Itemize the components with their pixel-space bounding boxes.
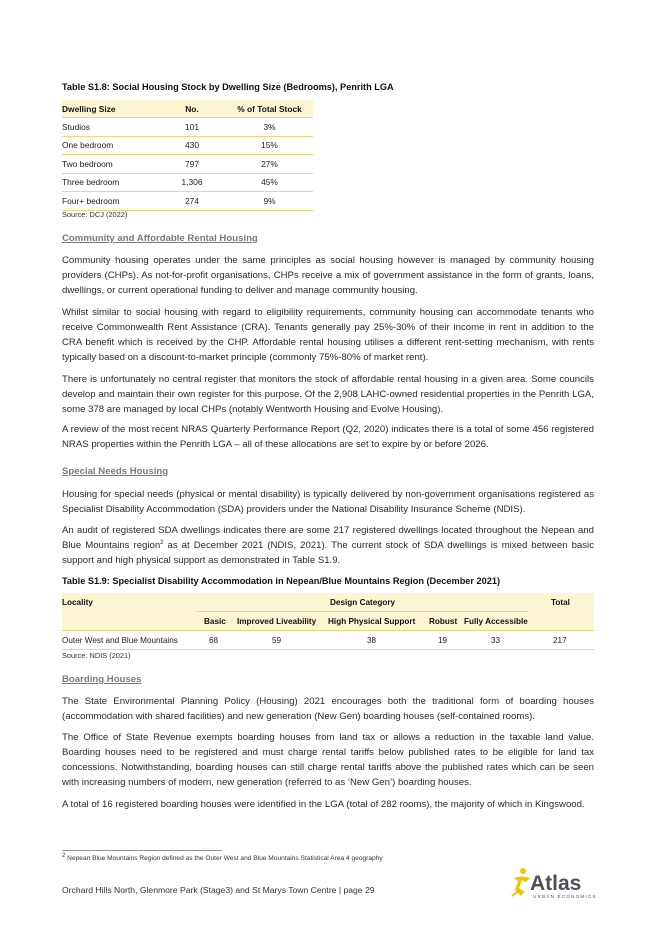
table1-source: Source: DCJ (2022) xyxy=(62,210,128,219)
paragraph: The State Environmental Planning Policy (Housing) 2021 encourages both the traditional form of boarding houses (accommodation with shared facilities) and new generation (New Gen) boarding houses (self-contained rooms). xyxy=(62,696,594,722)
paragraph-text: An audit of registered SDA dwellings indicates there are some 217 registered dwellings located throughout the Nepean and Blue Mountains region xyxy=(62,525,594,551)
footnote-divider xyxy=(62,850,222,851)
atlas-logo-icon xyxy=(510,866,596,902)
paragraph: Housing for special needs (physical or mental disability) is typically delivered by non-government organisations registered as Specialist Disability Accommodation (SDA) providers under the National Disability Insurance Scheme (NDIS). xyxy=(62,489,594,515)
table-cell: 430 xyxy=(185,140,199,151)
paragraph: The Office of State Revenue exempts boarding houses from land tax or allows a reduction in the taxable land value. Boarding houses need to be registered and must charge rental tariffs below published rates to be eligible for land tax concessions. Notwithstanding, boarding houses can still charge rental tariffs above the published rates which can be seen with increasing numbers of modern, new generation (referred to as ‘New Gen’) boarding houses. xyxy=(62,732,594,788)
table2-source: Source: NDIS (2021) xyxy=(62,651,131,660)
table-cell: 9% xyxy=(263,195,276,206)
paragraph-text: as at December 2021 (NDIS, 2021). The current stock of SDA dwellings is mixed between basic support and high physical support as demonstrated in Table S1.9. xyxy=(62,540,594,566)
table-cell: 217 xyxy=(553,636,567,645)
table1 xyxy=(62,100,313,211)
paragraph: A total of 16 registered boarding houses were identified in the LGA (total of 282 rooms), the majority of which in Kingswood. xyxy=(62,799,585,810)
table-row xyxy=(62,174,313,193)
table-row xyxy=(62,192,313,211)
table-row xyxy=(62,137,313,156)
table-cell: Four+ bedroom xyxy=(62,195,120,206)
subheader-cell: Improved Liveability xyxy=(237,617,317,626)
atlas-logo xyxy=(510,866,596,902)
total-header: Total xyxy=(551,598,570,607)
table-cell: 101 xyxy=(185,121,199,132)
design-category-header: Design Category xyxy=(330,598,396,607)
footnote-text: Nepean Blue Mountains Region defined as the Outer West and Blue Mountains Statistical Area 4 geography xyxy=(65,855,383,862)
table-cell: 68 xyxy=(209,636,219,645)
table-cell: 3% xyxy=(263,121,276,132)
table2-subheader-row xyxy=(62,612,594,631)
table-cell: 274 xyxy=(185,195,199,206)
table-cell: Two bedroom xyxy=(62,158,113,169)
footnote-marker: 2 xyxy=(160,539,164,546)
paragraph xyxy=(62,523,594,568)
section-heading-community-housing: Community and Affordable Rental Housing xyxy=(62,233,258,244)
table-cell: 45% xyxy=(261,177,278,188)
section-heading-boarding-houses: Boarding Houses xyxy=(62,674,142,685)
table2 xyxy=(62,593,594,650)
table-cell: Studios xyxy=(62,121,90,132)
subheader-cell: Robust xyxy=(429,617,458,626)
table-cell: 15% xyxy=(261,140,278,151)
subheader-cell: Basic xyxy=(204,617,226,626)
table-cell: One bedroom xyxy=(62,140,114,151)
section-heading-special-needs: Special Needs Housing xyxy=(62,466,169,477)
table-cell: 19 xyxy=(438,636,448,645)
table-cell: 59 xyxy=(272,636,282,645)
table1-header-row xyxy=(62,100,313,118)
table2-header-row xyxy=(62,593,594,612)
table2-caption: Table S1.9: Specialist Disability Accommodation in Nepean/Blue Mountains Region (December 2021) xyxy=(62,576,501,586)
table-cell: 797 xyxy=(185,158,199,169)
table1-caption: Table S1.8: Social Housing Stock by Dwelling Size (Bedrooms), Penrith LGA xyxy=(62,82,394,92)
paragraph: Whilst similar to social housing with regard to eligibility requirements, community housing can accommodate tenants who receive Commonwealth Rent Assistance (CRA). Tenants generally pay 25%-30% of their income in rent in addition to the CRA benefit which is received by the CHP. Affordable rental housing utilises a different rent-setting mechanism, with rents typically based on a discount-to-market principle (commonly 75%-80% of market rent). xyxy=(62,307,594,363)
logo-wordmark: Atlas xyxy=(530,872,582,895)
table-cell: 33 xyxy=(491,636,501,645)
paragraph: Community housing operates under the same principles as social housing however is managed by community housing providers (CHPs). As not-for-profit organisations, CHPs receive a mix of government assistance in the form of grants, loans, dwellings, or current operational funding to deliver and manage community housing. xyxy=(62,255,594,296)
table-cell: Outer West and Blue Mountains xyxy=(62,636,178,645)
page-footer: Orchard Hills North, Glenmore Park (Stage3) and St Marys Town Centre | page 29 xyxy=(62,885,375,895)
subheader-cell: Fully Accessible xyxy=(464,617,528,626)
paragraph: A review of the most recent NRAS Quarterly Performance Report (Q2, 2020) indicates there is a total of some 456 registered NRAS properties within the Penrith LGA – all of these allocations are set to expire by or before 2026. xyxy=(62,424,594,450)
table1-header-cell: % of Total Stock xyxy=(237,103,302,114)
table-cell: Three bedroom xyxy=(62,177,120,188)
table-cell: 38 xyxy=(367,636,377,645)
table-row xyxy=(62,155,313,174)
table-row xyxy=(62,631,594,650)
table1-header-cell: Dwelling Size xyxy=(62,103,116,114)
footnote xyxy=(62,852,383,862)
table1-header-cell: No. xyxy=(185,103,199,114)
logo-mark-head xyxy=(520,868,526,874)
table-row xyxy=(62,118,313,137)
table-cell: 27% xyxy=(261,158,278,169)
locality-header: Locality xyxy=(62,598,93,607)
subheader-cell: High Physical Support xyxy=(328,617,416,626)
paragraph: There is unfortunately no central register that monitors the stock of affordable rental housing in a given area. Some councils develop and maintain their own register for this purpose. Of the 2,908 LAHC-owned residential properties in the Penrith LGA, some 378 are managed by local CHPs (notably Wentworth Housing and Evolve Housing). xyxy=(62,374,594,415)
logo-tagline: URBAN ECONOMICS xyxy=(533,894,596,899)
footnote-marker: 2 xyxy=(62,852,66,859)
table-cell: 1,306 xyxy=(181,177,203,188)
